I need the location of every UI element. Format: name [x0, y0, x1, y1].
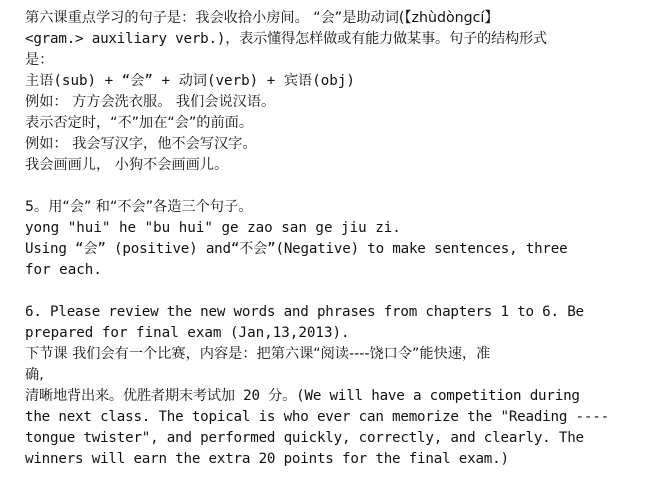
text-line: 下节课 我们会有一个比赛，内容是：把第六课“阅读----饶口令”能快速，准 [25, 346, 491, 362]
text-line: 表示否定时，“不”加在“会”的前面。 [25, 115, 254, 131]
text-line: for each. [25, 262, 102, 278]
text-line: 我会画画儿， 小狗不会画画儿。 [25, 157, 229, 173]
text-line: prepared for final exam (Jan,13,2013). [25, 325, 350, 341]
text-line: Using “会” (positive) and“不会”(Negative) to make sentences, three [25, 241, 568, 257]
text-line: winners will earn the extra 20 points for the final exam.) [25, 451, 509, 467]
text-line: the next class. The topical is who ever can memorize the "Reading ---- [25, 409, 609, 425]
text-line: 是： [25, 52, 54, 68]
text-line: 例如： 方方会洗衣服。 我们会说汉语。 [25, 94, 276, 110]
document-body [25, 8, 647, 470]
text-line: 第六课重点学习的句子是：我会收拾小房间。 “会”是助动词(【zhùdòngcí】 [25, 10, 499, 26]
text-line: 主语(sub) + “会” + 动词(verb) + 宾语(obj) [25, 73, 355, 89]
lesson6-grammar-section [25, 8, 647, 176]
text-line: <gram.> auxiliary verb.)，表示懂得怎样做或有能力做某事。句子的结构形式 [25, 31, 547, 47]
text-line: 确, [25, 367, 44, 383]
text-line: tongue twister", and performed quickly, correctly, and clearly. The [25, 430, 584, 446]
text-line: 清晰地背出来。优胜者期末考试加 20 分。(We will have a competition during [25, 388, 580, 404]
spacer [25, 281, 647, 302]
spacer [25, 176, 647, 197]
text-line: 例如： 我会写汉字，他不会写汉字。 [25, 136, 257, 152]
text-line: 6. Please review the new words and phrases from chapters 1 to 6. Be [25, 304, 584, 320]
task5-section [25, 197, 647, 281]
task6-section [25, 302, 647, 470]
text-line: 5。用“会” 和“不会”各造三个句子。 [25, 199, 253, 215]
text-line: yong "hui" he "bu hui" ge zao san ge jiu zi. [25, 220, 401, 236]
